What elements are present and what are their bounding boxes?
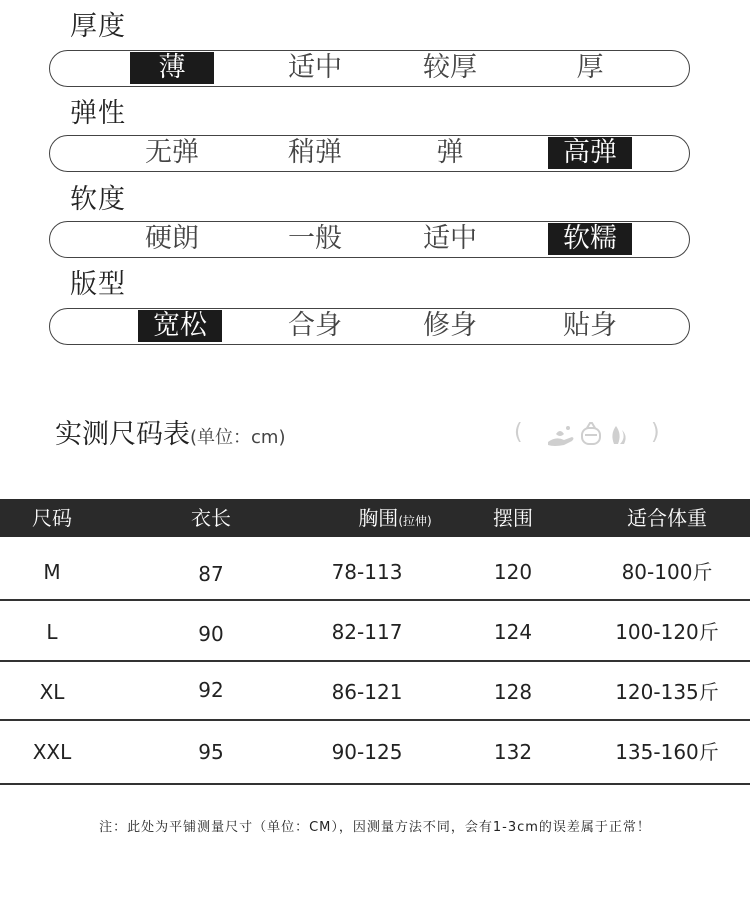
option-stretch[interactable]: 弹 [436, 137, 464, 168]
cell-bust: 86-121 [331, 680, 403, 704]
option-slight-stretch[interactable]: 稍弹 [288, 137, 342, 168]
attribute-label-elasticity: 弹性 [70, 98, 126, 129]
attribute-label-softness: 软度 [70, 184, 126, 215]
cell-weight: 80-100斤 [621, 560, 713, 584]
size-table-header [0, 499, 750, 537]
option-soft[interactable]: 软糯 [548, 223, 632, 255]
care-paren-open: ( [514, 420, 523, 445]
iron-icon [612, 426, 625, 444]
cell-weight: 135-160斤 [615, 740, 719, 764]
cell-hem: 120 [493, 560, 533, 584]
row-divider [0, 599, 750, 601]
cell-length: 95 [198, 740, 224, 764]
header-bust-cell [330, 499, 460, 537]
row-divider [0, 783, 750, 785]
option-medium[interactable]: 适中 [288, 52, 342, 83]
option-average[interactable]: 一般 [288, 223, 342, 254]
cell-length: 87 [198, 562, 224, 586]
attribute-label-thickness: 厚度 [70, 11, 126, 42]
care-paren-close: ) [651, 420, 660, 445]
option-loose[interactable]: 宽松 [138, 310, 222, 342]
option-tight[interactable]: 贴身 [563, 310, 617, 341]
cell-bust: 90-125 [331, 740, 403, 764]
cell-bust: 82-117 [331, 620, 403, 644]
dry-clean-icon [582, 423, 600, 444]
cell-size: M [43, 560, 61, 584]
option-moderate[interactable]: 适中 [423, 223, 477, 254]
attribute-label-fit: 版型 [70, 269, 126, 300]
size-chart-title-text: 实测尺码表 [55, 419, 190, 450]
option-thick[interactable]: 厚 [576, 52, 604, 83]
care-icons [546, 420, 638, 448]
header-weight: 适合体重 [627, 506, 707, 530]
row-divider [0, 719, 750, 721]
table-row [0, 542, 750, 602]
hand-wash-icon [548, 426, 574, 446]
cell-bust: 78-113 [331, 560, 403, 584]
table-row [0, 602, 750, 662]
cell-hem: 124 [493, 620, 533, 644]
option-firm[interactable]: 硬朗 [145, 223, 199, 254]
cell-hem: 128 [493, 680, 533, 704]
table-row [0, 662, 750, 722]
cell-length: 92 [198, 678, 224, 702]
cell-hem: 132 [493, 740, 533, 764]
measurement-note: 注：此处为平铺测量尺寸（单位：CM），因测量方法不同，会有1-3cm的误差属于正常！ [99, 820, 651, 835]
cell-size: XXL [32, 740, 72, 764]
attribute-scale-softness [49, 221, 690, 258]
option-thicker[interactable]: 较厚 [423, 52, 477, 83]
cell-weight: 120-135斤 [615, 680, 719, 704]
option-regular[interactable]: 合身 [288, 310, 342, 341]
cell-size: XL [39, 680, 65, 704]
table-row [0, 722, 750, 782]
header-length: 衣长 [191, 506, 231, 530]
size-chart-title [55, 418, 285, 455]
option-no-stretch[interactable]: 无弹 [145, 137, 199, 168]
attribute-scale-fit [49, 308, 690, 345]
header-hem: 摆围 [493, 506, 533, 530]
cell-length: 90 [198, 622, 224, 646]
header-bust-note: (拉伸) [398, 514, 432, 528]
option-slim[interactable]: 修身 [423, 310, 477, 341]
attribute-scale-elasticity [49, 135, 690, 172]
header-bust: 胸围 [358, 506, 399, 530]
header-size: 尺码 [32, 506, 72, 530]
attribute-scale-thickness [49, 50, 690, 87]
size-chart-unit: (单位：cm) [190, 427, 286, 448]
cell-size: L [46, 620, 58, 644]
cell-weight: 100-120斤 [615, 620, 719, 644]
option-high-stretch[interactable]: 高弹 [548, 137, 632, 169]
option-thin[interactable]: 薄 [130, 52, 214, 84]
